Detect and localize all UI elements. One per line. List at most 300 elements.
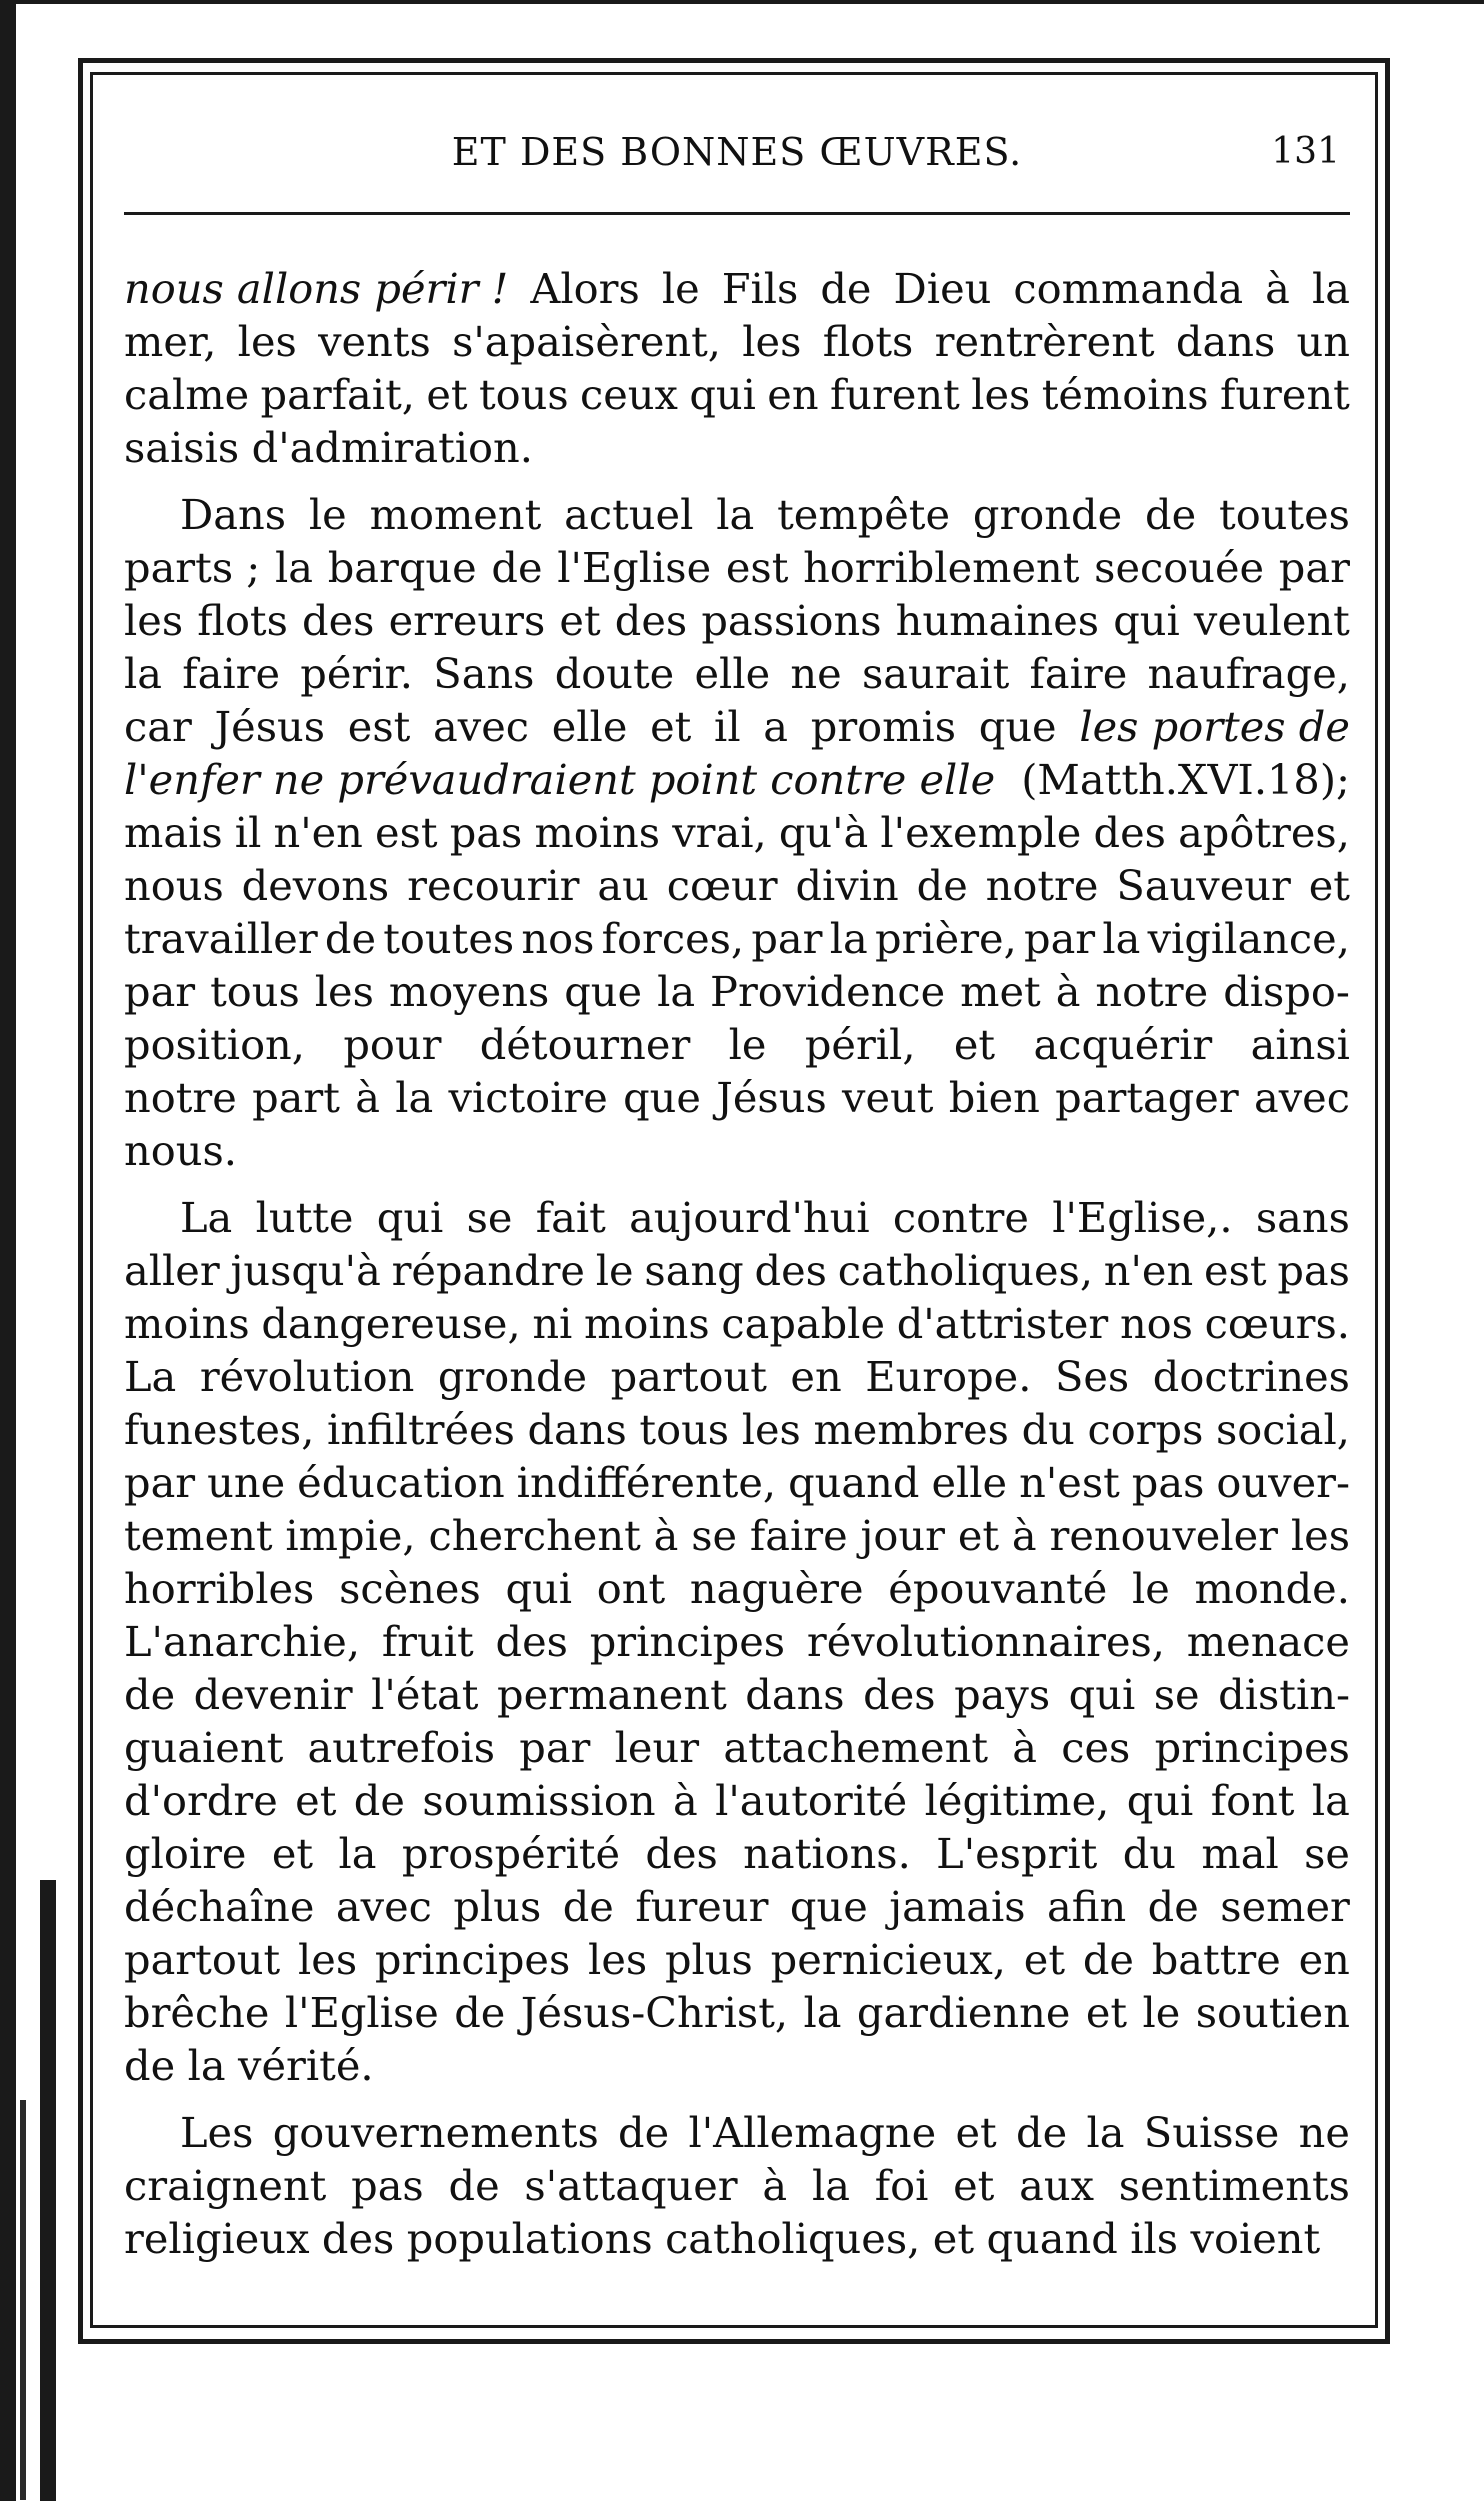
- word: de: [562, 1882, 614, 1931]
- text-line: [124, 1124, 1350, 1177]
- scan-top-edge: [0, 0, 1484, 4]
- text-line: [124, 1933, 1350, 1986]
- word: pas: [1131, 1458, 1205, 1507]
- text-line: [124, 912, 1350, 965]
- word: en: [790, 1352, 842, 1401]
- word: Jésus-Christ,: [520, 1988, 789, 2037]
- word: pas: [1277, 1246, 1350, 1295]
- word: que: [789, 1882, 868, 1931]
- word: semer: [1220, 1882, 1350, 1931]
- word: craignent: [124, 2161, 327, 2210]
- word: toutes: [383, 914, 515, 963]
- word: à: [1055, 967, 1081, 1016]
- word: la: [811, 2161, 850, 2210]
- text-line: [124, 262, 1350, 315]
- word: avec: [335, 1882, 432, 1931]
- word: un: [1296, 317, 1350, 366]
- paragraph-gap: [124, 2092, 1350, 2106]
- word: guaient: [124, 1723, 284, 1772]
- word: moyens: [388, 967, 550, 1016]
- word: erreurs: [388, 596, 546, 645]
- word: bien: [948, 1073, 1040, 1122]
- word: nos: [1119, 1299, 1193, 1348]
- word: et: [426, 370, 468, 419]
- word: des: [1093, 808, 1166, 857]
- word: elle: [551, 702, 628, 751]
- word: funestes,: [124, 1405, 315, 1454]
- word: que: [978, 702, 1057, 751]
- word: barque: [327, 543, 477, 592]
- word: calme: [124, 370, 250, 419]
- word: avec: [1253, 1073, 1350, 1122]
- word: la: [274, 543, 313, 592]
- word: furent: [1219, 370, 1350, 419]
- word: témoins: [1041, 370, 1209, 419]
- word: de: [454, 1988, 506, 2037]
- word: prière,: [874, 914, 1017, 963]
- word: jamais: [889, 1882, 1026, 1931]
- word: la: [187, 2041, 226, 2090]
- word: toutes: [1219, 490, 1350, 539]
- word: de: [618, 2108, 670, 2157]
- word: tement: [124, 1511, 273, 1560]
- word: aller: [124, 1246, 220, 1295]
- word: ainsi: [1250, 1020, 1350, 1069]
- word: de: [1016, 2108, 1068, 2157]
- word: partout: [124, 1935, 281, 1984]
- word: principes: [1154, 1723, 1350, 1772]
- word: permanent: [497, 1670, 727, 1719]
- word: devenir: [193, 1670, 353, 1719]
- word: Jésus: [214, 702, 326, 751]
- text-line: [124, 1071, 1350, 1124]
- word: scènes: [339, 1564, 481, 1613]
- text-line: [124, 647, 1350, 700]
- word: des: [614, 596, 688, 645]
- word: naufrage,: [1147, 649, 1350, 698]
- word: à: [672, 1776, 698, 1825]
- word: à: [355, 1073, 380, 1122]
- word: ne: [1298, 2108, 1350, 2157]
- word: Jésus: [716, 1073, 827, 1122]
- word: n'en: [1103, 1246, 1194, 1295]
- word: d'ordre: [124, 1776, 278, 1825]
- word: cherchent: [428, 1511, 641, 1560]
- word: plus: [453, 1882, 542, 1931]
- word: catholiques,: [837, 1246, 1094, 1295]
- word: aux: [1019, 2161, 1094, 2210]
- word: le: [1131, 1564, 1170, 1613]
- word: déchaîne: [124, 1882, 315, 1931]
- word: gouvernements: [272, 2108, 599, 2157]
- word: tempête: [777, 490, 951, 539]
- word: se: [1153, 1670, 1200, 1719]
- word: tous: [210, 967, 300, 1016]
- word: et: [1308, 861, 1350, 910]
- word: et: [295, 1776, 337, 1825]
- word: vigilance,: [1147, 914, 1350, 963]
- scan-binding-shadow-lower: [40, 1880, 56, 2501]
- word: répandre: [391, 1246, 585, 1295]
- word: acquérir: [1033, 1020, 1213, 1069]
- word: les: [588, 1935, 648, 1984]
- text-line: [124, 1615, 1350, 1668]
- word: nous.: [124, 1126, 237, 1175]
- word: naguère: [689, 1564, 864, 1613]
- word: se: [1304, 1829, 1350, 1878]
- word: Les: [180, 2108, 254, 2157]
- word: ne: [790, 649, 842, 698]
- word: divin: [795, 861, 899, 910]
- text-line: [124, 1668, 1350, 1721]
- word: ceux: [580, 370, 678, 419]
- word: de: [124, 2041, 176, 2090]
- word: qu'à: [778, 808, 869, 857]
- word: est: [1204, 1246, 1267, 1295]
- word: impie,: [285, 1511, 416, 1560]
- word: mal: [1201, 1829, 1279, 1878]
- word: infiltrées: [327, 1405, 515, 1454]
- word: victoire: [448, 1073, 608, 1122]
- word: et: [271, 1829, 314, 1878]
- text-line: [124, 315, 1350, 368]
- text-line: [124, 1297, 1350, 1350]
- word: dans: [745, 1670, 845, 1719]
- text-line: [124, 1562, 1350, 1615]
- text-line: [124, 421, 1350, 474]
- text-line: [124, 753, 1350, 806]
- italic-word: nous allons périr !: [124, 264, 509, 313]
- word: nous: [124, 861, 224, 910]
- word: est: [347, 702, 411, 751]
- word: à: [762, 2161, 788, 2210]
- word: la: [338, 1829, 377, 1878]
- word: et: [1085, 1988, 1128, 2037]
- word: les: [237, 317, 297, 366]
- word: du: [1122, 1829, 1176, 1878]
- word: quand: [788, 1458, 920, 1507]
- word: afin: [1047, 1882, 1127, 1931]
- word: tous: [639, 1405, 730, 1454]
- word: ni: [532, 1299, 573, 1348]
- word: pour: [343, 1020, 442, 1069]
- paragraph-gap: [124, 474, 1350, 488]
- word: contre: [892, 1193, 1029, 1242]
- word: commanda: [1013, 264, 1244, 313]
- word: leur: [614, 1723, 700, 1772]
- word: part: [252, 1073, 340, 1122]
- word: et: [650, 702, 692, 751]
- word: aujourd'hui: [629, 1193, 870, 1242]
- word: soumission: [422, 1776, 656, 1825]
- word: position,: [124, 1020, 305, 1069]
- word: prospérité: [401, 1829, 621, 1878]
- word: moins: [124, 1299, 250, 1348]
- word: devons: [241, 861, 390, 910]
- word: ont: [596, 1564, 666, 1613]
- word: rentrèrent: [934, 317, 1155, 366]
- text-line: [124, 594, 1350, 647]
- word: tous: [478, 370, 569, 419]
- word: pernicieux,: [770, 1935, 1006, 1984]
- word: périr.: [300, 649, 414, 698]
- text-line: [124, 1721, 1350, 1774]
- word: humaines: [895, 596, 1100, 645]
- word: capable: [721, 1299, 886, 1348]
- text-line: [124, 488, 1350, 541]
- word: cœurs.: [1204, 1299, 1350, 1348]
- word: horribles: [124, 1564, 315, 1613]
- word: Providence: [710, 967, 946, 1016]
- word: Dieu: [893, 264, 992, 313]
- word: principes: [589, 1617, 786, 1666]
- text-line: [124, 1986, 1350, 2039]
- word: détourner: [479, 1020, 691, 1069]
- word: et: [955, 2108, 997, 2157]
- text-line: [124, 2106, 1350, 2159]
- word: a: [763, 702, 789, 751]
- word: renouveler: [1049, 1511, 1279, 1560]
- word: dispo-: [1223, 967, 1350, 1016]
- word: et: [932, 2214, 975, 2263]
- word: mais: [124, 808, 223, 857]
- word: dangereuse,: [261, 1299, 521, 1348]
- word: apôtres,: [1178, 808, 1350, 857]
- word: passions: [701, 596, 882, 645]
- word: gronde: [972, 490, 1123, 539]
- word: la: [716, 490, 755, 539]
- word: Sauveur: [1116, 861, 1291, 910]
- word: indifférente,: [516, 1458, 777, 1507]
- word: à: [653, 1511, 679, 1560]
- word: soutien: [1195, 1988, 1350, 2037]
- scan-binding-shadow-strip: [20, 2100, 26, 2500]
- word: est: [725, 543, 789, 592]
- word: foi: [874, 2161, 929, 2210]
- word: la: [803, 1988, 842, 2037]
- word: il: [714, 702, 741, 751]
- word: et: [953, 1020, 996, 1069]
- word: qui: [1113, 596, 1180, 645]
- text-line: [124, 1244, 1350, 1297]
- word: par: [124, 967, 196, 1016]
- word: que: [623, 1073, 701, 1122]
- word: gloire: [124, 1829, 247, 1878]
- word: de: [353, 1776, 405, 1825]
- paragraph: [124, 262, 1350, 474]
- word: Dans: [180, 490, 287, 539]
- word: l'Eglise: [284, 1988, 439, 2037]
- word: religieux: [124, 2214, 310, 2263]
- word: la: [657, 967, 696, 1016]
- text-line: [124, 2159, 1350, 2212]
- word: populations: [406, 2214, 653, 2263]
- word: fureur: [635, 1882, 769, 1931]
- word: autrefois: [307, 1723, 495, 1772]
- word: Europe.: [865, 1352, 1032, 1401]
- word: péril,: [804, 1020, 916, 1069]
- word: s'attaquer: [524, 2161, 738, 2210]
- word: parts ;: [124, 543, 261, 592]
- word: le: [728, 1020, 767, 1069]
- word: saurait: [861, 649, 1010, 698]
- word: d'admiration.: [251, 423, 533, 472]
- word: les: [314, 967, 374, 1016]
- word: fait: [535, 1193, 606, 1242]
- word: qui: [376, 1193, 444, 1242]
- word: l'Allemagne: [688, 2108, 937, 2157]
- word: sentiments: [1118, 2161, 1350, 2210]
- text-line: [124, 2039, 1350, 2092]
- word: l'Eglise,.: [1052, 1193, 1233, 1242]
- word: attachement: [723, 1723, 988, 1772]
- text-line: [124, 1880, 1350, 1933]
- word: révolutionnaires,: [806, 1617, 1165, 1666]
- word: vents: [318, 317, 431, 366]
- word: les: [971, 370, 1031, 419]
- word: gronde: [437, 1352, 588, 1401]
- text-line: [124, 700, 1350, 753]
- word: recourir: [407, 861, 580, 910]
- word: par: [751, 914, 823, 963]
- word: au: [597, 861, 649, 910]
- word: les: [298, 1935, 358, 1984]
- word: actuel: [564, 490, 694, 539]
- word: d'attrister: [896, 1299, 1109, 1348]
- word: car: [124, 702, 192, 751]
- word: par: [1024, 914, 1096, 963]
- word: à: [1012, 1723, 1037, 1772]
- word: en: [767, 370, 819, 419]
- body-text: [124, 262, 1350, 2265]
- word: à: [1265, 264, 1290, 313]
- word: gardienne: [856, 1988, 1071, 2037]
- text-line: [124, 1509, 1350, 1562]
- text-line: [124, 1774, 1350, 1827]
- word: dans: [527, 1405, 627, 1454]
- word: forces,: [601, 914, 745, 963]
- word: elle: [694, 649, 771, 698]
- word: il: [234, 808, 262, 857]
- word: à: [1011, 1511, 1037, 1560]
- word: que: [564, 967, 643, 1016]
- word: horriblement: [803, 543, 1080, 592]
- word: de: [124, 1670, 176, 1719]
- word: brêche: [124, 1988, 270, 2037]
- word: partout: [610, 1352, 767, 1401]
- text-line: [124, 806, 1350, 859]
- word: vérité.: [238, 2041, 374, 2090]
- word: Suisse: [1143, 2108, 1280, 2157]
- word: par: [519, 1723, 591, 1772]
- word: furent: [829, 370, 960, 419]
- word: des: [321, 2214, 395, 2263]
- word: qui: [689, 370, 756, 419]
- word: révolution: [199, 1352, 415, 1401]
- word: saisis: [124, 423, 240, 472]
- text-line: [124, 859, 1350, 912]
- word: la: [1086, 2108, 1125, 2157]
- word: de: [324, 914, 377, 963]
- word: épouvanté: [888, 1564, 1108, 1613]
- word: les: [742, 317, 802, 366]
- word: des: [302, 596, 375, 645]
- word: dans: [1175, 317, 1276, 366]
- word: flots: [822, 317, 914, 366]
- word: de: [1145, 490, 1197, 539]
- word: Fils: [721, 264, 799, 313]
- word: du: [1021, 1405, 1075, 1454]
- word: pays: [954, 1670, 1051, 1719]
- word: plus: [664, 1935, 753, 1984]
- word: et: [559, 596, 601, 645]
- word: quand: [986, 2214, 1118, 2263]
- word: moment: [369, 490, 542, 539]
- word: la: [395, 1073, 434, 1122]
- word: de: [1082, 1935, 1134, 1984]
- paragraph: [124, 1191, 1350, 2092]
- word: membres: [813, 1405, 1009, 1454]
- text-line: [124, 1350, 1350, 1403]
- word: faire: [749, 1511, 848, 1560]
- word: des: [495, 1617, 568, 1666]
- word: de: [916, 861, 968, 910]
- italic-word: l'enfer ne prévaudraient point contre elle: [124, 755, 996, 804]
- text-line: [124, 2212, 1350, 2265]
- word: en: [1298, 1935, 1350, 1984]
- word: moins: [584, 1299, 710, 1348]
- word: elle: [931, 1458, 1008, 1507]
- word: font: [1210, 1776, 1295, 1825]
- word: principes: [374, 1935, 571, 1984]
- word: Alors: [530, 264, 640, 313]
- word: qui: [1068, 1670, 1136, 1719]
- word: flots: [197, 596, 288, 645]
- word: les: [124, 596, 184, 645]
- text-line: [124, 368, 1350, 421]
- word: monde.: [1194, 1564, 1350, 1613]
- word: des: [754, 1246, 827, 1295]
- word: qui: [1126, 1776, 1194, 1825]
- header-rule: [124, 212, 1350, 215]
- word: voient: [1190, 2214, 1321, 2263]
- text-line: [124, 1403, 1350, 1456]
- word: et: [957, 1511, 1000, 1560]
- word: Sans: [433, 649, 535, 698]
- word: est: [375, 808, 438, 857]
- word: doute: [554, 649, 675, 698]
- word: notre: [1095, 967, 1209, 1016]
- text-line: [124, 1018, 1350, 1071]
- word: vrai,: [672, 808, 767, 857]
- word: l'autorité: [715, 1776, 908, 1825]
- word: par: [1278, 543, 1350, 592]
- word: battre: [1151, 1935, 1281, 1984]
- word: l'Eglise: [557, 543, 712, 592]
- word: mer,: [124, 317, 217, 366]
- word: légitime,: [924, 1776, 1110, 1825]
- word: met: [960, 967, 1041, 1016]
- word: la: [829, 914, 868, 963]
- word: cœur: [666, 861, 778, 910]
- word: La: [124, 1352, 177, 1401]
- word: La: [180, 1193, 233, 1242]
- word: les: [1290, 1511, 1350, 1560]
- scan-binding-shadow: [0, 0, 16, 2501]
- running-head: [122, 122, 1352, 182]
- word: une: [207, 1458, 286, 1507]
- text-line: [124, 1827, 1350, 1880]
